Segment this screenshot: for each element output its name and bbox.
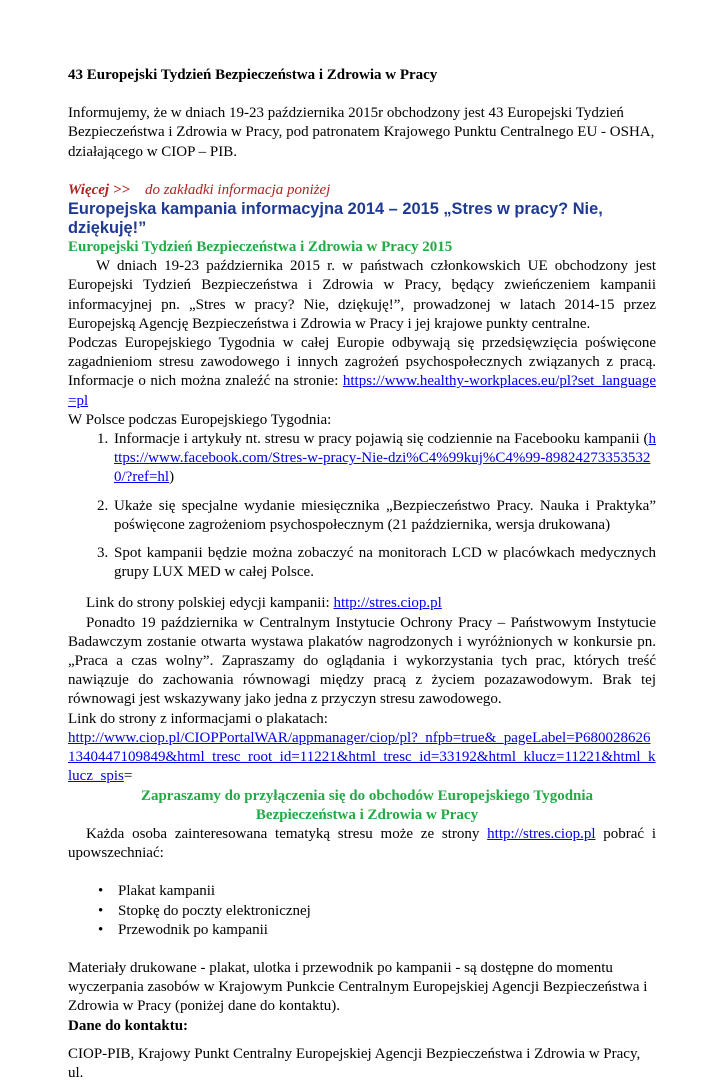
- invite-heading: Zapraszamy do przyłączenia się do obchodów Europejskiego Tygodnia Bezpieczeństwa i Zdrowia w Pracy: [140, 787, 594, 823]
- list-item: 3. Spot kampanii będzie można zobaczyć na monitorach LCD w placówkach medycznych grupy LUX MED w całej Polsce.: [112, 544, 656, 582]
- download-paragraph: Każda osoba zainteresowana tematyką stresu może ze strony http://stres.ciop.pl pobrać i upowszechniać:: [68, 825, 656, 862]
- more-link[interactable]: Więcej >>: [68, 181, 130, 198]
- posters-link-line: http://www.ciop.pl/CIOPPortalWAR/appmanager/ciop/pl?_nfpb=true&_pageLabel=P6800286261340447109849&html_tresc_root_id=11221&html_tresc_id=33192&html_klucz=11221&html_klucz_spis=: [68, 729, 656, 785]
- facebook-link[interactable]: https://www.facebook.com/Stres-w-pracy-Nie-dzi%C4%99kuj%C4%99-898242733535320/?ref=hl: [114, 431, 656, 486]
- paragraph-week: W dniach 19-23 października 2015 r. w państwach członkowskich UE obchodzony jest Europejski Tydzień Bezpieczeństwa i Zdrowia w Pracy, będący zwieńczeniem kampanii informacyjnej pn. „Stres w pracy? Nie, dziękuję!”, prowadzonej w latach 2014-15 przez Europejską Agencję Bezpieczeństwa i Zdrowia w Pracy i jej krajowe punkty centralne.: [68, 258, 656, 332]
- download-link[interactable]: http://stres.ciop.pl: [487, 825, 596, 842]
- paragraph-events: Podczas Europejskiego Tygodnia w całej Europie odbywają się przedsięwzięcia poświęcone zagadnieniom stresu zawodowego i innych zagrożeń psychospołecznych związanych z pracą. Informacje o nich można znaleźć na stronie: https://www.healthy-workplaces.eu/pl?set_language=pl: [68, 335, 656, 409]
- document-title: 43 Europejski Tydzień Bezpieczeństwa i Zdrowia w Pracy: [68, 67, 438, 83]
- materials-paragraph: Materiały drukowane - plakat, ulotka i przewodnik po kampanii - są dostępne do momentu wyczerpania zasobów w Krajowym Punkcie Centralnym Europejskiej Agencji Bezpieczeństwa i Zdrowia w Pracy (poniżej dane do kontaktu).: [68, 959, 648, 1015]
- campaign-link-line: Link do strony polskiej edycji kampanii: http://stres.ciop.pl: [86, 595, 442, 612]
- list-item: • Stopkę do poczty elektronicznej: [118, 902, 656, 921]
- campaign-heading: Europejska kampania informacyjna 2014 – 2015 „Stres w pracy? Nie, dziękuję!”: [68, 200, 603, 238]
- stres-ciop-link[interactable]: http://stres.ciop.pl: [333, 595, 442, 612]
- intro-paragraph: Informujemy, że w dniach 19-23 października 2015r obchodzony jest 43 Europejski Tydzień Bezpieczeństwa i Zdrowia w Pracy, pod patronatem Krajowego Punktu Centralnego EU - OSHA, działającego w CIOP – PIB.: [68, 105, 655, 160]
- materials-list: [68, 882, 656, 940]
- poland-intro: W Polsce podczas Europejskiego Tygodnia:: [68, 411, 332, 428]
- list-item: • Plakat kampanii: [118, 882, 656, 901]
- more-line: [68, 181, 656, 200]
- posters-link[interactable]: http://www.ciop.pl/CIOPPortalWAR/appmanager/ciop/pl?_nfpb=true&_pageLabel=P6800286261340447109849&html_tresc_root_id=11221&html_tresc_id=33192&html_klucz=11221&html_klucz_spis: [68, 729, 656, 785]
- list-item: • Przewodnik po kampanii: [118, 921, 656, 940]
- posters-label: Link do strony z informacjami o plakatach:: [68, 710, 328, 727]
- healthy-workplaces-link[interactable]: https://www.healthy-workplaces.eu/pl?set_language=pl: [68, 373, 656, 409]
- week-heading: Europejski Tydzień Bezpieczeństwa i Zdrowia w Pracy 2015: [68, 239, 453, 256]
- list-item: 1. Informacje i artykuły nt. stresu w pracy pojawią się codziennie na Facebooku kampanii (https://www.facebook.com/Stres-w-pracy-Nie-dzi%C4%99kuj%C4%99-898242733535320/?ref=hl): [112, 430, 656, 488]
- paragraph-exhibition: Ponadto 19 października w Centralnym Instytucie Ochrony Pracy – Państwowym Instytucie Badawczym zostanie otwarta wystawa plakatów nagrodzonych i wyróżnionych w konkursie pn. „Praca a czas wolny”. Zapraszamy do oglądania i wykorzystania tych prac, których treść nawiązuje do zachowania równowagi między pracą z życiem pozazawodowym. Brak tej równowagi jest wskazywany jako jedna z przyczyn stresu zawodowego.: [68, 614, 656, 708]
- poland-activities-list: [68, 430, 656, 582]
- contact-heading: Dane do kontaktu:: [68, 1017, 189, 1034]
- more-note: do zakładki informacja poniżej: [144, 181, 331, 198]
- contact-line: CIOP-PIB, Krajowy Punkt Centralny Europejskiej Agencji Bezpieczeństwa i Zdrowia w Pracy, ul.: [68, 1045, 641, 1081]
- document-page: [68, 66, 656, 1083]
- list-item: 2. Ukaże się specjalne wydanie miesięcznika „Bezpieczeństwo Pracy. Nauka i Praktyka” poświęcone zagrożeniom psychospołecznym (21 października, wersja drukowana): [112, 497, 656, 535]
